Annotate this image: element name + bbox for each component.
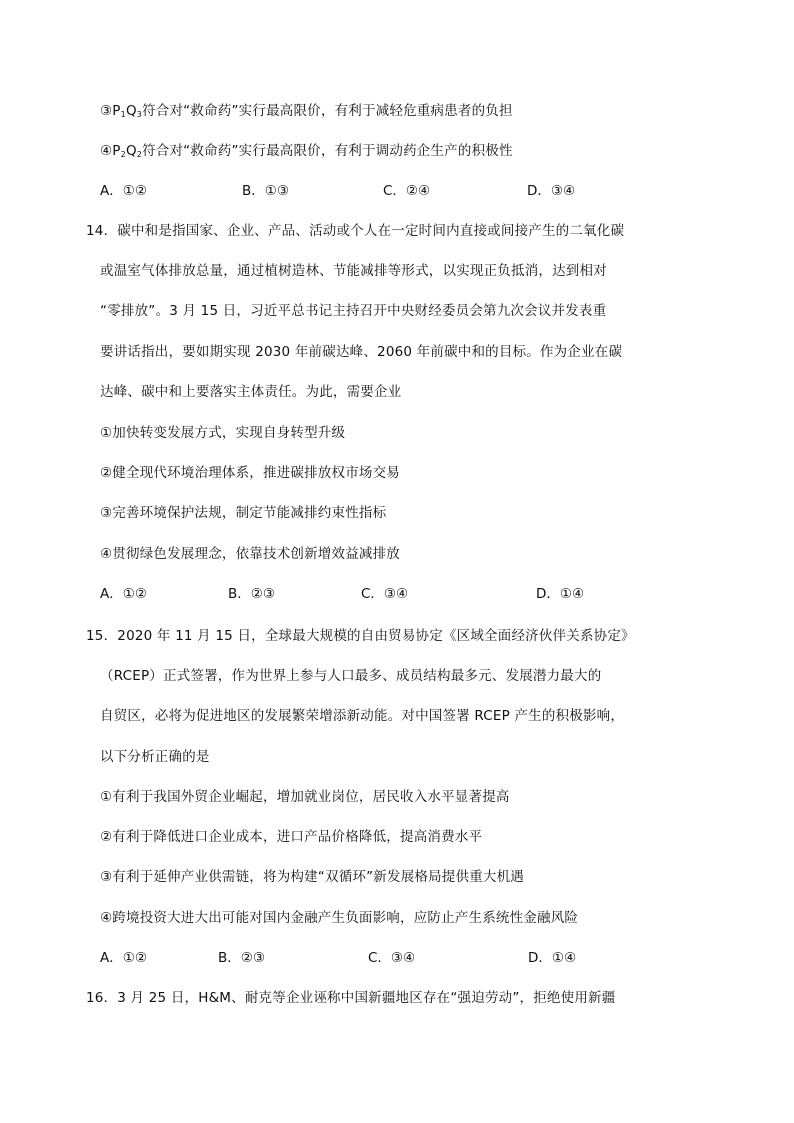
q14-stem-line: 或温室气体排放总量，通过植树造林、节能减排等形式，以实现正负抵消，达到相对 (100, 263, 607, 279)
q15-stem-line: 自贸区，必将为促进地区的发展繁荣增添新动能。对中国签署 RCEP 产生的积极影响， (100, 708, 625, 724)
q14-stem-line: 达峰、碳中和上要落实主体责任。为此，需要企业 (100, 384, 402, 400)
q15-statement-2: ②有利于降低进口企业成本，进口产品价格降低，提高消费水平 (100, 829, 483, 845)
q15-stem-line: 以下分析正确的是 (100, 749, 210, 765)
q13-option-c: C．②④ (383, 183, 431, 199)
q15-option-d: D．①④ (528, 950, 577, 966)
q14-option-b: B．②③ (228, 586, 275, 602)
q14-statement-4: ④贯彻绿色发展理念，依靠技术创新增效益减排放 (100, 546, 401, 562)
q15-statement-4: ④跨境投资大进大出可能对国内金融产生负面影响，应防止产生系统性金融风险 (100, 910, 579, 926)
q14-statement-2: ②健全现代环境治理体系，推进碳排放权市场交易 (100, 465, 401, 481)
q13-option-b: B．①③ (242, 183, 289, 199)
q14-stem-line: 14．碳中和是指国家、企业、产品、活动或个人在一定时间内直接或间接产生的二氧化碳 (86, 223, 625, 239)
q15-option-c: C．③④ (368, 950, 416, 966)
q15-stem-line: （RCEP）正式签署，作为世界上参与人口最多、成员结构最多元、发展潜力最大的 (100, 668, 602, 684)
q13-option-a: A．①② (100, 183, 147, 199)
q15-stem-line: 15．2020 年 11 月 15 日，全球最大规模的自由贸易协定《区域全面经济伙伴关系协定》 (86, 628, 635, 644)
q14-option-a: A．①② (100, 586, 147, 602)
q13-statement-3: $③P_1Q_3$符合对“救命药”实行最高限价，有利于减轻危重病患者的负担 (100, 103, 513, 119)
q14-stem-line: 要讲话指出，要如期实现 2030 年前碳达峰、2060 年前碳中和的目标。作为企业在碳 (100, 344, 623, 360)
q15-statement-3: ③有利于延伸产业供需链，将为构建“双循环”新发展格局提供重大机遇 (100, 869, 524, 885)
q13-option-d: D．③④ (527, 183, 576, 199)
q14-option-d: D．①④ (536, 586, 585, 602)
q15-statement-1: ①有利于我国外贸企业崛起，增加就业岗位，居民收入水平显著提高 (100, 789, 510, 805)
q15-option-a: A．①② (100, 950, 147, 966)
q13-statement-4: $④P_2Q_2$符合对“救命药”实行最高限价，有利于调动药企生产的积极性 (100, 143, 513, 159)
q16-stem-line: 16．3 月 25 日，H&M、耐克等企业诬称中国新疆地区存在“强迫劳动”，拒绝使用新疆 (86, 990, 616, 1006)
q15-option-b: B．②③ (218, 950, 265, 966)
q14-option-c: C．③④ (361, 586, 409, 602)
q14-stem-line: “零排放”。3 月 15 日，习近平总书记主持召开中央财经委员会第九次会议并发表重 (100, 303, 607, 319)
q14-statement-3: ③完善环境保护法规，制定节能减排约束性指标 (100, 505, 387, 521)
q14-statement-1: ①加快转变发展方式，实现自身转型升级 (100, 425, 346, 441)
